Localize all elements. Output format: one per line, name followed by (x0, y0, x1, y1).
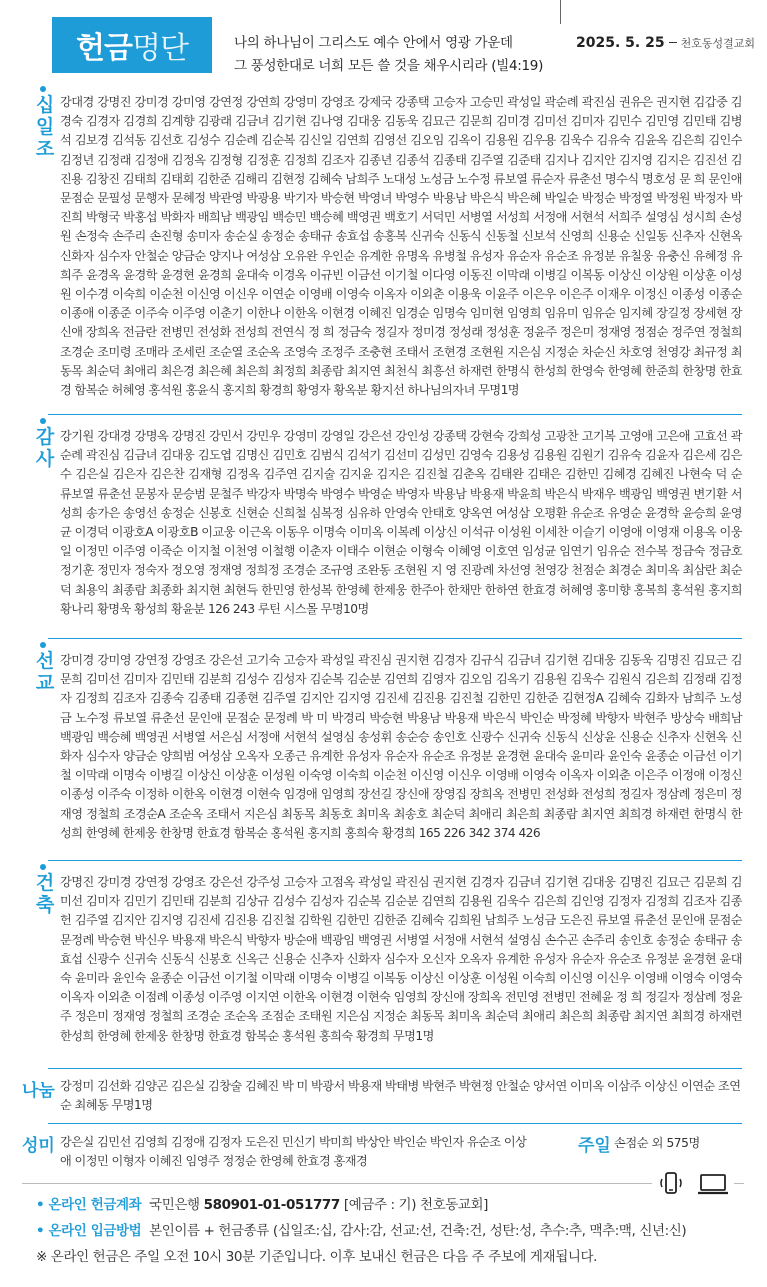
section-label-nanum: 나눔 (22, 1081, 55, 1101)
section-seongyo (0, 642, 767, 856)
section-label-seongyo (34, 650, 56, 694)
bank-name: 국민은행 (149, 1197, 200, 1213)
bank-info (36, 1193, 488, 1213)
phone-icon (656, 1171, 686, 1197)
verse-line-2: 그 풍성한대로 너희 모든 쓸 것을 채우시리라 (빌4:19) (234, 58, 544, 74)
section-dot (40, 642, 46, 648)
date: 2025. 5. 25 (576, 35, 665, 51)
bank-holder: [예금주 : 기) 천호동교회] (343, 1197, 489, 1213)
names-gamsa: 강기원 강대경 강명옥 강명진 강민서 강민우 강영미 강영일 강은선 강인성 강종택 강현숙 강희성 고광찬 고기복 고영애 고은애 고효선 곽순례 곽진심 김금녀 김대웅 김도엽 김명신 김민호 김범식 김석기 김선미 김성민 김영숙 김용성 김용원 김원기 김유숙 김윤자 김은세 김은수 김은실 김은자 김은찬 김재형 김정옥 김주연 김지술 김지윤 김지은 김진철 김춘옥 김태완 김태은 김한민 김혜경 김혜진 나현숙 덕 순 류보열 류춘선 문봉자 문승범 문철주 박강자 박명숙 박영수 박영순 박영자 박용남 박용재 박윤희 박은식 박재우 백광임 백영권 변기환 서성희 송가은 송영선 송정순 신봉호 신현순 신희철 심복정 심유하 안영숙 안태호 양옥연 여성삼 오평환 유순조 유영순 윤경학 윤승희 윤영균 이경덕 이광호A 이광호B 이교웅 이근옥 이동우 이명숙 이미옥 이복례 이상신 이석규 이성원 이세찬 이슬기 이영애 이영재 이용옥 이웅일 이정민 이주영 이죽순 이지철 이천영 이철행 이춘자 이태수 이현순 이형숙 이혜영 이호연 임성균 임연기 임유순 전수복 정금숙 정금호 정기훈 정민자 정숙자 정오영 정재영 정희정 조경순 조규영 조완동 조현원 지 영 진광례 차선영 천영강 천점순 최경순 최미옥 최삼란 최순덕 최용익 최종람 최종화 최지현 최현득 한민영 한성복 한영혜 한제웅 한주아 한채만 한하연 한효경 허혜영 홍미향 홍복희 홍석원 홍지희 황나리 황명욱 황성희 황윤분 126 243 루틴 시스몰 무명10명 (60, 429, 742, 616)
juil-count: 손점순 외 575명 (614, 1136, 700, 1150)
section-label-geonchuk (34, 872, 56, 916)
footer-divider (22, 1183, 744, 1184)
label-char: 십 (35, 94, 55, 116)
header (0, 0, 767, 80)
label-char: 축 (35, 894, 55, 916)
section-dot (40, 864, 46, 870)
section-gamsa (0, 418, 767, 632)
section-geonchuk (0, 864, 767, 1064)
divider (48, 638, 742, 639)
method-label: • 온라인 입금방법 (36, 1223, 142, 1239)
label-char: 조 (35, 138, 55, 160)
divider (48, 1123, 742, 1124)
label-char: 일 (35, 116, 55, 138)
verse-line-1: 나의 하나님이 그리스도 예수 안에서 영광 가운데 (234, 35, 513, 51)
bible-verse (234, 32, 543, 78)
label-char: 선 (35, 650, 55, 672)
laptop-icon (696, 1171, 730, 1197)
section-dot (40, 418, 46, 424)
method-info (36, 1219, 686, 1239)
date-area (576, 32, 755, 51)
divider (48, 414, 742, 415)
label-char: 사 (35, 448, 55, 470)
page-title (52, 17, 212, 73)
header-divider (560, 0, 561, 24)
church-name: 천호동성결교회 (680, 37, 755, 50)
section-label-sipiljo (34, 94, 56, 160)
method-text: 본인이름 + 헌금종류 (십일조:십, 감사:감, 선교:선, 건축:건, 성탄:성, 추수:추, 맥추:맥, 신년:신) (149, 1223, 687, 1239)
date-separator (669, 42, 677, 43)
section-label-seongmi: 성미 (22, 1136, 55, 1156)
bank-label: • 온라인 헌금계좌 (36, 1197, 142, 1213)
section-label-juil: 주일 (578, 1136, 611, 1156)
footer-note: ※ 온라인 헌금은 주일 오전 10시 30분 기준입니다. 이후 보내신 헌금은 다음 주 주보에 게재됩니다. (36, 1249, 598, 1265)
names-nanum: 강정미 김선화 김양곤 김은실 김창술 김혜진 박 미 박광서 박용재 박태병 박현주 박현정 안철순 양서연 이미옥 이삼주 이상신 이연순 조연순 최혜동 무명1명 (60, 1079, 741, 1113)
title-bold: 헌금 (76, 31, 132, 66)
divider (48, 860, 742, 861)
bank-account: 580901-01-051777 (203, 1197, 340, 1213)
names-geonchuk: 강명진 강미경 강연정 강영조 강은선 강주성 고승자 고점옥 곽성일 곽진심 권지현 김경자 김금녀 김기현 김대웅 김명진 김묘근 김문희 김미선 김미자 김민기 김민태 김분희 김상규 김성수 김성자 김순복 김순분 김연희 김용원 김욱수 김은희 김인영 김정자 김정희 김조자 김종헌 김주열 김지안 김지영 김진세 김진용 김진철 김학원 김한민 김한준 김혜숙 김희원 남희주 노성금 도은진 류보열 류춘선 문인애 문점순 문정례 박승현 박신우 박용재 박은식 박향자 방순애 백광임 백영권 서병열 서정애 서현석 설영심 손수곤 손주리 송인호 송정순 송태규 송효섭 신광수 신귀숙 신동식 신봉호 신옥근 신용순 신추자 신화자 심수자 오신자 오옥자 유계한 유성자 유순자 유순조 유정분 윤경현 윤대숙 윤미라 윤인숙 윤종순 이금선 이기철 이막래 이명숙 이병길 이복동 이상신 이상훈 이성원 이숙희 이신영 이신우 이영배 이영숙 이영숙 이옥자 이외춘 이점례 이종성 이주영 이지연 이한옥 이현경 이현숙 임영희 장신애 장희옥 전민영 전병민 전혜윤 정 희 정길자 정삼례 정윤주 정은미 정재영 정철희 조경순 조순옥 조점순 조태원 지은심 지정순 최동목 최미옥 최순덕 최애리 최은희 최종람 최지연 최희경 하재련 한성희 한영혜 한제웅 한창명 한효경 함복순 홍석원 홍희숙 황경희 무명1명 (60, 875, 742, 1043)
names-seongmi: 강은실 김민선 김영희 김정애 김정자 도은진 민신기 박미희 박상안 박인순 박인자 유순조 이상애 이정민 이형자 이혜진 임영주 정정순 한영혜 한효경 홍재경 (60, 1135, 527, 1169)
section-sipiljo (0, 86, 767, 412)
label-char: 감 (35, 426, 55, 448)
device-icons (652, 1170, 734, 1198)
title-light: 명단 (132, 31, 188, 66)
section-dot (40, 86, 46, 92)
label-char: 건 (35, 872, 55, 894)
divider (48, 1068, 742, 1069)
names-seongyo: 강미경 강미영 강연정 강영조 강은선 고기숙 고승자 곽성일 곽진심 권지현 김경자 김규식 김금녀 김기현 김대웅 김동욱 김명진 김묘근 김문희 김미선 김미자 김민태 김분희 김성수 김성자 김순복 김순분 김연희 김영자 김오임 김옥기 김용원 김욱수 김원식 김은희 김정래 김정자 김정희 김조자 김종숙 김종태 김종현 김주열 김지안 김지영 김진세 김진용 김진철 김한민 김한준 김현정A 김혜숙 김화자 남희주 노성금 노수정 류보열 류춘선 문인애 문점순 문정례 박 미 박경리 박승현 박용남 박용재 박은식 박인순 박정혜 박향자 박현주 방상숙 배희남 백광임 백승혜 백영권 서병열 서은심 서정애 서현석 설영심 송성휘 송순승 송인호 신광수 신귀숙 신동식 신상윤 신용순 신추자 신현옥 신화자 심수자 양금순 양희범 여성삼 오옥자 오종근 유계한 유성자 유순자 유순조 유정분 윤경현 윤대숙 윤미라 윤인숙 윤종순 이금선 이기철 이막래 이명숙 이병길 이상신 이상훈 이성원 이숙영 이숙희 이순천 이신영 이신우 이영배 이영숙 이옥자 이외춘 이은주 이정애 이정신 이종성 이주숙 이정하 이한옥 이현경 이현숙 임경애 임영희 장선길 장신애 장영집 장희옥 전병민 전성화 전성희 정길자 정삼례 정은미 정재영 정철희 조경순A 조순옥 조태서 지은심 최동목 최동호 최미옥 최송호 최순덕 최애리 최은희 최종람 최지연 최희경 하재련 한명식 한성희 한영혜 한제웅 한창명 한효경 함복순 홍석원 홍지희 홍희숙 황경희 165 226 342 374 426 (60, 653, 742, 840)
section-label-gamsa (34, 426, 56, 470)
names-sipiljo: 강대경 강명진 강미경 강미영 강연정 강연희 강영미 강영조 강제국 강종택 고승자 고승민 곽성일 곽순례 곽진심 권유은 권지현 김갑중 김경숙 김경자 김경희 김계향 김광래 김금녀 김기현 김나영 김대웅 김동욱 김묘근 김문희 김미경 김미선 김미자 김민수 김민영 김민태 김병석 김보경 김석동 김선호 김성수 김순례 김순복 김신일 김연희 김영선 김오임 김옥이 김용원 김우용 김욱수 김유숙 김윤옥 김은희 김인수 김정년 김정래 김정애 김정옥 김정형 김정훈 김정희 김조자 김종년 김종석 김종태 김주열 김준태 김지나 김지안 김지영 김지은 김진선 김진용 김창진 김태희 김태회 김한준 김해리 김현정 김혜숙 남희주 노대성 노성금 노수정 류보열 류순자 류춘선 명수식 명호성 문 희 문인애 문점순 문필성 문행자 문혜정 박관영 박광용 박기자 박승현 박영녀 박영수 박용남 박은식 박은혜 박일순 박정순 박정열 박정원 박정자 박진희 박형국 박홍섭 박화자 배희남 백광임 백승민 백승혜 백영권 백호기 서덕민 서병열 서성희 서정애 서현석 서희주 설영심 성시희 손성원 손정숙 손주리 손진형 송미자 송순실 송정순 송태규 송효섭 송홍복 신귀숙 신동식 신동철 신보석 신영희 신용순 신일동 신추자 신현옥 신화자 심수자 안철순 양금순 양지나 여성삼 오유완 우인순 유계한 유명옥 유병철 유성자 유순자 유순조 유정분 유칠웅 유충신 유혜정 유희주 윤경옥 윤경학 윤경현 윤경희 윤대숙 이경옥 이규빈 이금선 이기철 이다영 이동진 이막래 이병길 이복동 이상신 이상원 이상훈 이성원 이수경 이숙희 이순천 이신영 이신우 이연순 이영배 이영숙 이옥자 이외춘 이용욱 이윤주 이은우 이은주 이재우 이정신 이종성 이종순 이종애 이종준 이주숙 이주영 이춘기 이한나 이한옥 이현경 이혜진 임경순 임명숙 임미현 임영희 임유미 임유순 임지혜 장길정 장세현 장신애 장희옥 전금란 전병민 전성화 전성희 전연식 정 희 정금숙 정길자 정미경 정성래 정성훈 정윤주 정은미 정재영 정점순 정주연 정철희 조경순 조미령 조매라 조세린 조순열 조순옥 조영숙 조정주 조충현 조태서 조현경 조현원 지은심 지정순 차순신 차호영 천영강 최규정 최동목 최순덕 최애리 최은경 최은혜 최은희 최정희 최종람 최지연 최천식 최흥선 하재련 한명식 한성희 한영숙 한영혜 한준희 한창명 한효경 함복순 허혜영 홍석원 홍윤식 홍지희 황경희 황영자 황옥분 황지선 하나님의자녀 무명1명 (60, 95, 742, 398)
label-char: 교 (35, 672, 55, 694)
